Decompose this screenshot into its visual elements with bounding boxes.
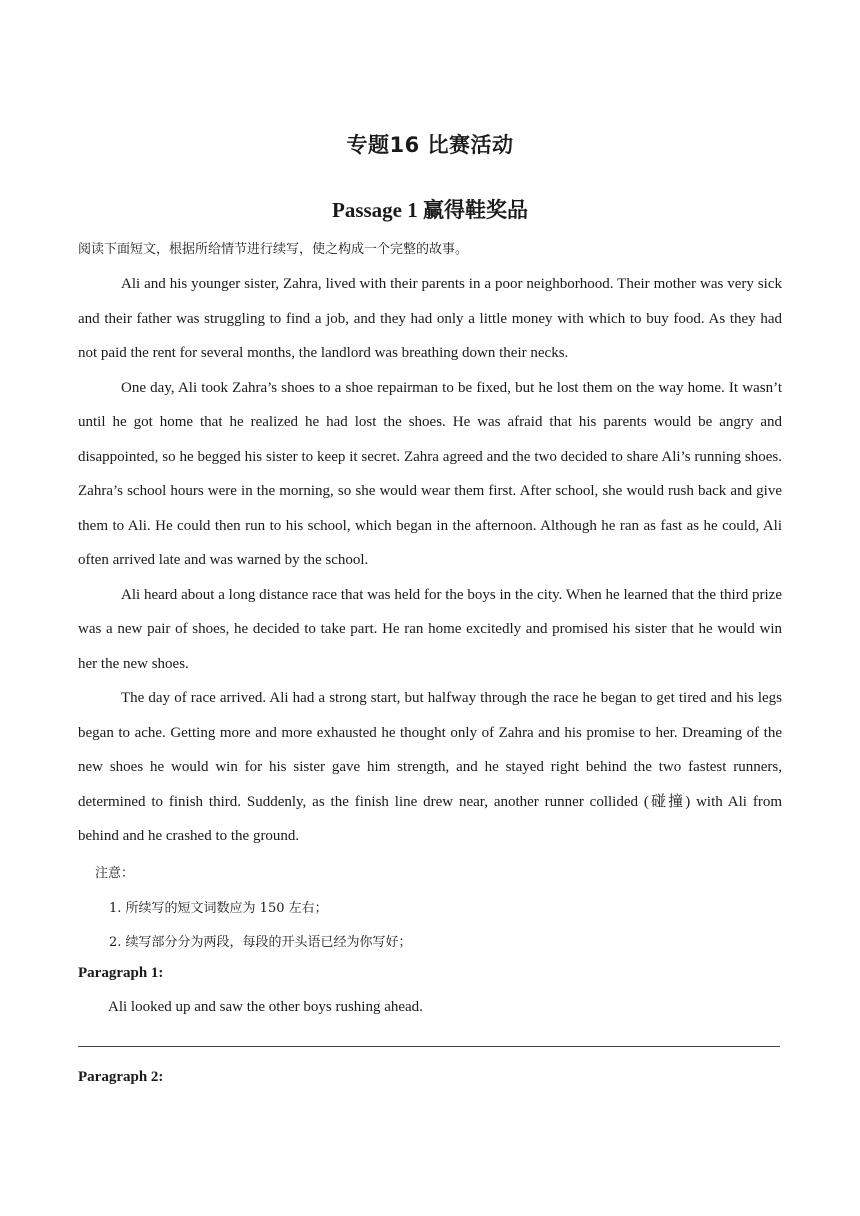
story-paragraph-3: Ali heard about a long distance race that was held for the boys in the city. When he learned that the third prize was a new pair of shoes, he decided to take part. He ran home excitedly and promised his sister that he would win her the new shoes.	[78, 586, 782, 672]
passage-title: Passage 1 赢得鞋奖品	[332, 198, 528, 222]
paragraph-2-label: Paragraph 2:	[78, 1069, 164, 1085]
note-item-2: 2. 续写部分分为两段，每段的开头语已经为你写好；	[109, 935, 412, 950]
instruction-text: 阅读下面短文，根据所给情节进行续写，使之构成一个完整的故事。	[78, 242, 469, 257]
story-body	[78, 267, 782, 854]
notes-label: 注意：	[95, 866, 135, 881]
note-item-1: 1. 所续写的短文词数应为 150 左右；	[109, 901, 328, 916]
writing-line	[78, 1046, 780, 1047]
story-paragraph-4: The day of race arrived. Ali had a strong start, but halfway through the race he began to get tired and his legs began to ache. Getting more and more exhausted he thought only of Zahra and his promise to her. Dreaming of the new shoes he would win for his sister gave him strength, and he stayed right behind the two fastest runners, determined to finish third. Suddenly, as the finish line drew near, another runner collided (碰撞) with Ali from behind and he crashed to the ground.	[78, 690, 782, 844]
paragraph-1-opening: Ali looked up and saw the other boys rushing ahead.	[108, 999, 423, 1015]
story-paragraph-1: Ali and his younger sister, Zahra, lived with their parents in a poor neighborhood. Their mother was very sick and their father was struggling to find a job, and they had only a little money with which to buy food. As they had not paid the rent for several months, the landlord was breathing down their necks.	[78, 276, 782, 361]
paragraph-1-label: Paragraph 1:	[78, 965, 164, 981]
story-paragraph-2: One day, Ali took Zahra’s shoes to a shoe repairman to be fixed, but he lost them on the way home. It wasn’t until he got home that he realized he had lost the shoes. He was afraid that his parents would be angry and disappointed, so he begged his sister to keep it secret. Zahra agreed and the two decided to share Ali’s running shoes. Zahra’s school hours were in the morning, so she would wear them first. After school, she would rush back and give them to Ali. He could then run to his school, which began in the afternoon. Although he ran as fast as he could, Ali often arrived late and was warned by the school.	[78, 379, 782, 568]
page-title: 专题16 比赛活动	[346, 133, 514, 157]
